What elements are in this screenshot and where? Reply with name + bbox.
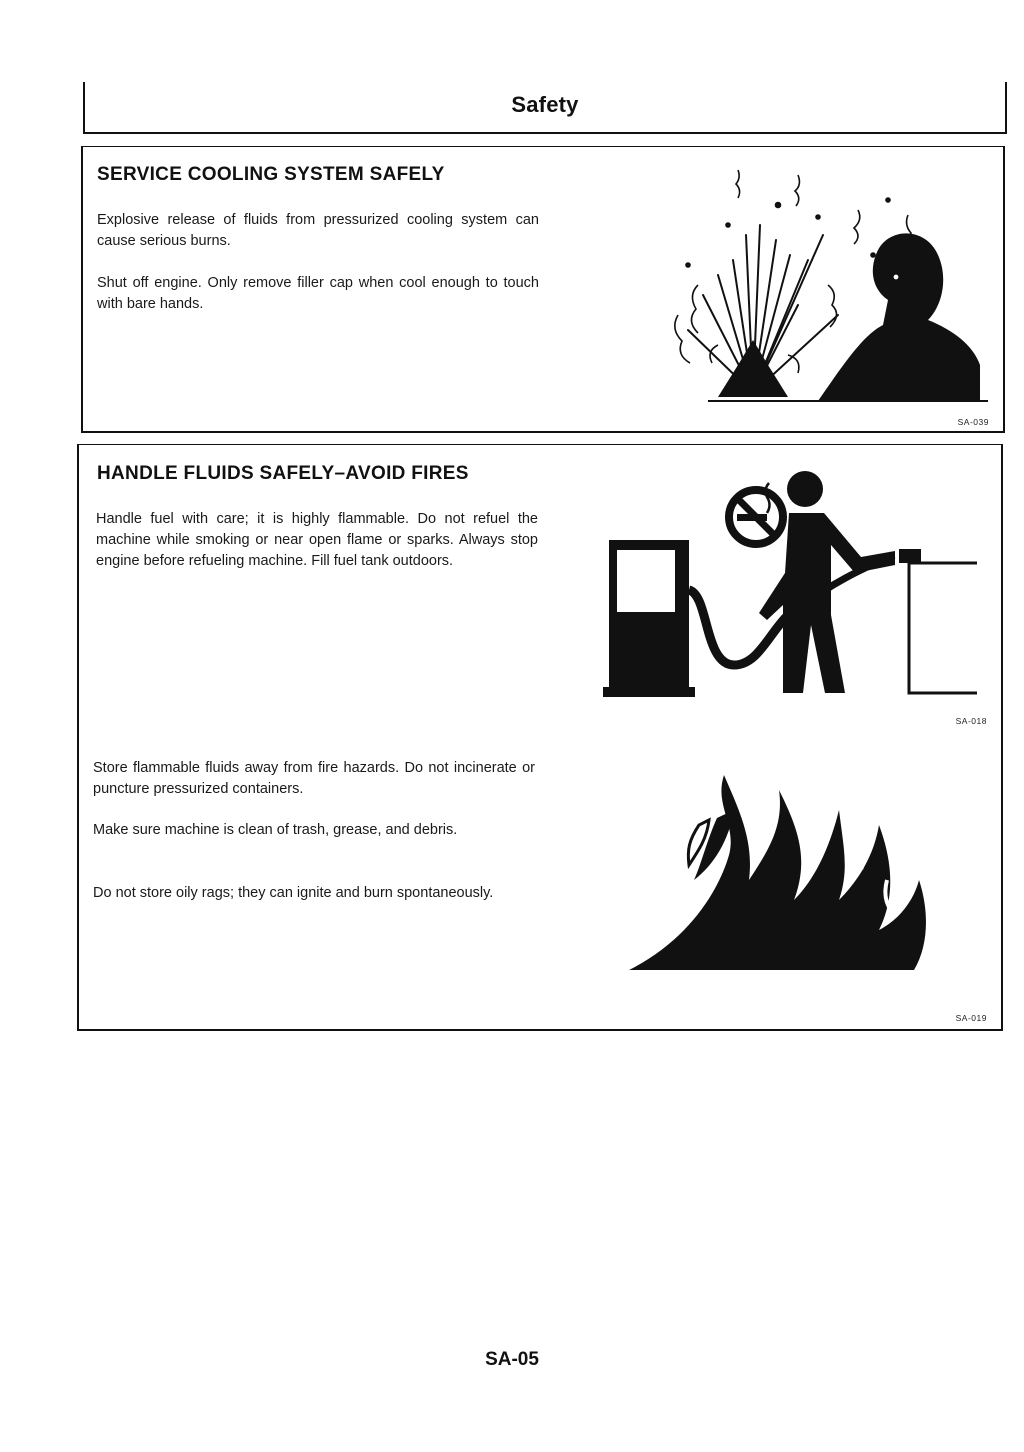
refueling-no-smoking-icon [599, 465, 979, 700]
figure-code: SA-018 [955, 716, 987, 726]
paragraph: Handle fuel with care; it is highly flammable. Do not refuel the machine while smoking or near open flame or sparks. Always stop engine before refueling machine. Fill fuel tank outdoors. [96, 511, 538, 569]
section-heading: HANDLE FLUIDS SAFELY–AVOID FIRES [97, 463, 469, 484]
paragraph: Do not store oily rags; they can ignite and burn spontaneously. [93, 885, 494, 901]
section-cooling-system [81, 146, 1005, 433]
figure-code: SA-019 [955, 1013, 987, 1023]
paragraph: Explosive release of fluids from pressurized cooling system can cause serious burns. [97, 212, 539, 249]
paragraph: Store flammable fluids away from fire hazards. Do not incinerate or puncture pressurized containers. [93, 760, 535, 797]
page-number: SA-05 [485, 1349, 539, 1370]
page-title: Safety [511, 92, 579, 117]
page-header [83, 82, 1007, 134]
section-fluids-fires [77, 444, 1003, 1031]
section-heading: SERVICE COOLING SYSTEM SAFELY [97, 164, 445, 185]
pressurized-spray-burn-icon [658, 165, 988, 405]
paragraph: Make sure machine is clean of trash, grease, and debris. [93, 822, 458, 838]
figure-code: SA-039 [957, 417, 989, 427]
flames-icon [629, 770, 929, 975]
paragraph: Shut off engine. Only remove filler cap when cool enough to touch with bare hands. [97, 275, 539, 312]
